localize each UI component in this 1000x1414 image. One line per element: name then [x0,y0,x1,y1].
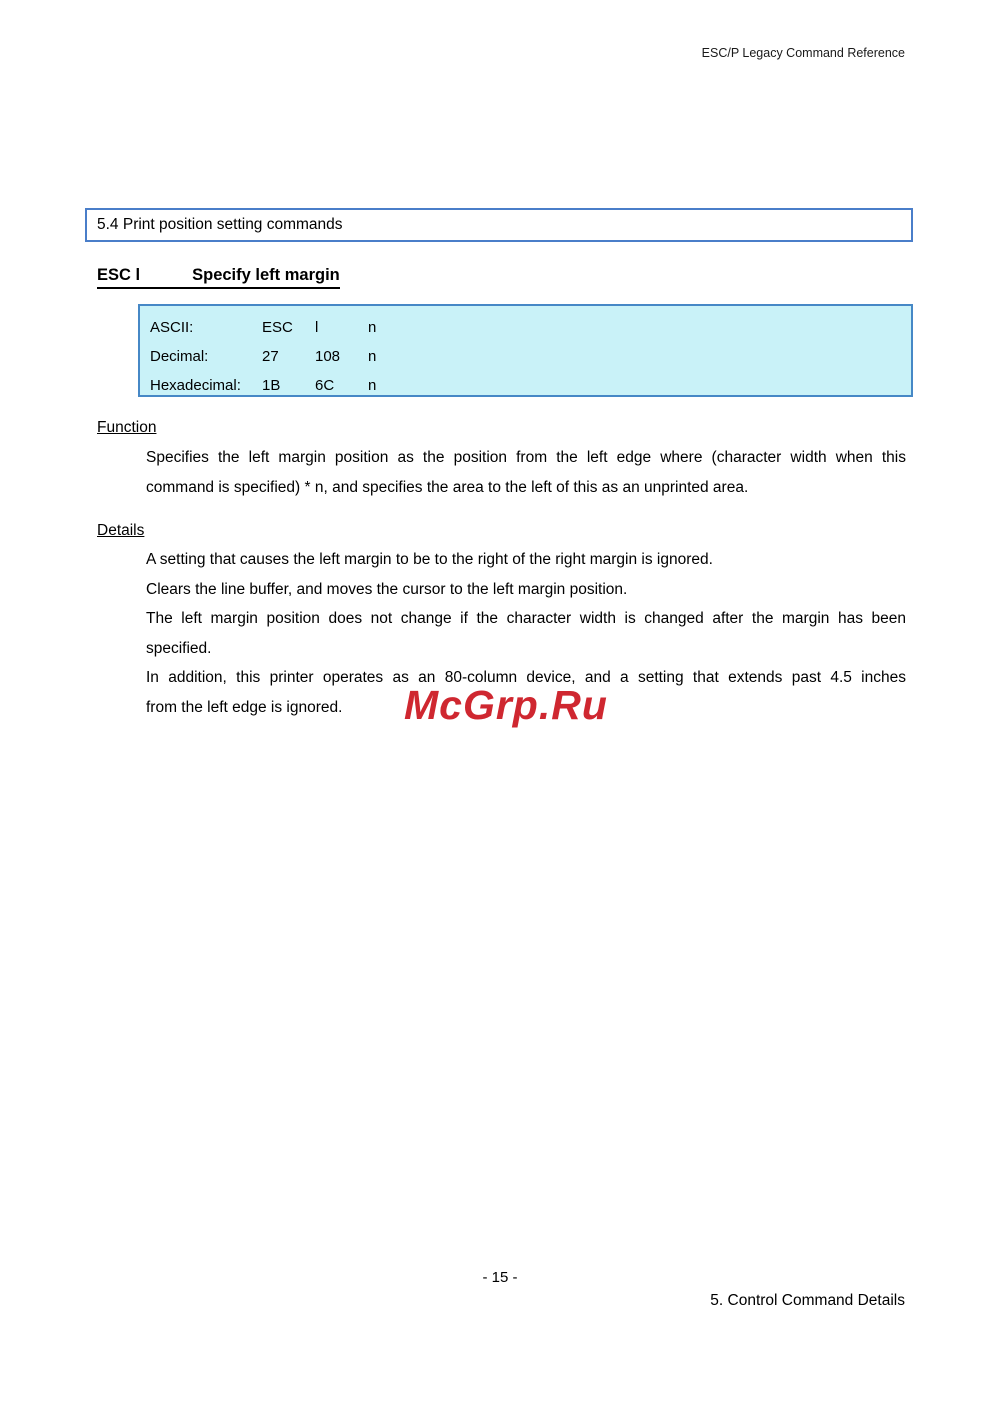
detail-line: Clears the line buffer, and moves the cursor to the left margin position. [146,580,628,598]
details-heading: Details [97,522,145,539]
command-title: Specify left margin [192,266,340,284]
site-watermark: McGrp.Ru [404,682,608,728]
row-label: Hexadecimal: [150,377,241,394]
table-row-ascii [150,313,911,342]
paragraph-line: command is specified) * n, and specifies the area to the left of this as an unprinted area. [146,478,749,496]
footer-chapter-title: 5. Control Command Details [710,1292,905,1309]
row-cell: 1B [262,377,281,394]
detail-line: A setting that causes the left margin to be to the right of the right margin is ignored. [146,551,713,568]
function-heading: Function [97,419,157,436]
command-heading [97,266,340,289]
section-title: 5.4 Print position setting commands [97,216,343,233]
row-cell: 27 [262,348,279,365]
page-number: - 15 - [482,1269,518,1286]
paragraph-line: Specifies the left margin position as the position from the left edge where (character width when this [146,449,906,466]
command-heading-underline [97,266,340,289]
section-title-box [85,208,913,242]
table-row-hexadecimal [150,371,911,400]
detail-line: In addition, this printer operates as an 80-column device, and a setting that extends past 4.5 inches [146,669,906,686]
command-name: ESC l [97,266,141,284]
document-header: ESC/P Legacy Command Reference [701,46,905,60]
row-cell: n [368,377,377,394]
detail-line: from the left edge is ignored. [146,698,343,716]
row-cell: 6C [315,377,335,394]
row-cell: l [315,319,319,336]
row-cell: 108 [315,348,341,365]
table-row-decimal [150,342,911,371]
detail-line: specified. [146,639,212,657]
row-cell: n [368,319,377,336]
row-label: ASCII: [150,319,194,336]
row-cell: n [368,348,377,365]
detail-line: The left margin position does not change if the character width is changed after the margin has been [146,610,906,627]
command-code-table [138,304,913,397]
row-cell: ESC [262,319,293,336]
function-paragraph [146,443,906,502]
row-label: Decimal: [150,348,209,365]
